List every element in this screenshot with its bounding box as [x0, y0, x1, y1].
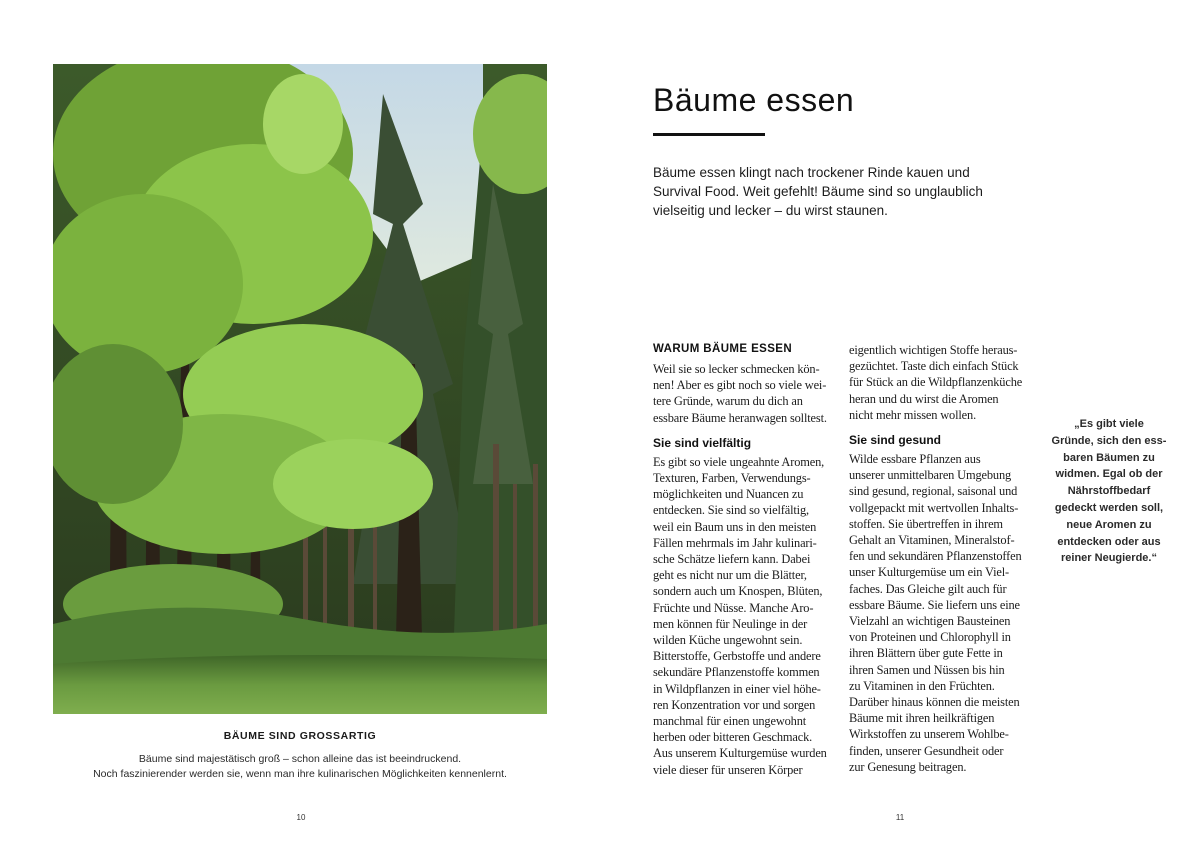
text-line: entdecken. Sie sind so vielfältig, — [653, 503, 809, 518]
text-line: möglichkeiten und Nuancen zu — [653, 487, 804, 502]
caption-line: Bäume sind majestätisch groß – schon alleine das ist beeindruckend. — [138, 753, 462, 765]
photo-caption-text — [53, 752, 547, 781]
text-line: men können für Neulinge in der — [653, 616, 808, 631]
text-line: Texturen, Farben, Verwendungs- — [653, 471, 811, 486]
chapter-heading: Bäume essen — [653, 82, 855, 118]
quote-line: Gründe, sich den ess- — [1051, 434, 1167, 447]
pull-quote — [1046, 416, 1172, 567]
text-column-2 — [849, 342, 1029, 775]
text-line: viele dieser für unseren Körper — [653, 762, 803, 777]
text-line: in Wildpflanzen in einer viel höhe- — [653, 681, 821, 696]
text-line: tere Gründe, warum du dich an — [653, 394, 803, 409]
text-line: stoffen. Sie übertreffen in ihrem — [849, 516, 1003, 531]
text-line: eigentlich wichtigen Stoffe heraus- — [849, 343, 1018, 357]
text-line: zur Genesung beitragen. — [849, 759, 967, 774]
paragraph — [849, 342, 1029, 423]
page-number-left: 10 — [296, 813, 306, 822]
text-line: Bäume mit ihren heilkräftigen — [849, 711, 995, 726]
heading-underline — [653, 133, 765, 136]
text-line: sind gesund, regional, saisonal und — [849, 484, 1018, 499]
text-line: nicht mehr missen wollen. — [849, 407, 977, 422]
text-line: Früchte und Nüsse. Manche Aro- — [653, 600, 814, 615]
text-line: fen und sekundären Pflanzenstoffen — [849, 549, 1022, 564]
text-line: essbare Bäume heranwagen solltest. — [653, 410, 827, 425]
quote-line: entdecken oder aus — [1057, 535, 1161, 548]
quote-line: widmen. Egal ob der — [1055, 468, 1163, 481]
subheading: Sie sind gesund — [849, 433, 942, 448]
text-column-1 — [653, 342, 833, 778]
text-line: zu Vitaminen in den Früchten. — [849, 678, 995, 693]
text-line: unser Kulturgemüse um ein Viel- — [849, 565, 1010, 580]
quote-line: baren Bäumen zu — [1063, 451, 1155, 464]
text-line: von Proteinen und Chlorophyll in — [849, 630, 1011, 645]
text-line: essbare Bäume. Sie liefern uns eine — [849, 597, 1020, 612]
text-line: geht es nicht nur um die Blätter, — [653, 568, 807, 583]
caption-line: Noch faszinierender werden sie, wenn man ihre kulinarischen Möglichkeiten kennenlernt. — [93, 767, 507, 780]
text-line: sekundäre Pflanzenstoffe kommen — [653, 665, 820, 680]
text-line: Vielzahl an wichtigen Bausteinen — [849, 614, 1011, 629]
text-line: finden, unserer Gesundheit oder — [849, 743, 1004, 758]
text-line: weil ein Baum uns in den meisten — [653, 519, 817, 534]
text-line: ihren Blättern über gute Fette in — [849, 646, 1003, 661]
text-line: ihren Samen und Nüssen bis hin — [849, 662, 1005, 677]
paragraph — [653, 454, 833, 778]
quote-line: gedeckt werden soll, — [1054, 501, 1164, 514]
text-line: Wirkstoffen zu unserem Wohlbe- — [849, 727, 1009, 742]
text-line: herben oder bitteren Geschmack. — [653, 730, 813, 745]
text-line: Gehalt an Vitaminen, Mineralstof- — [849, 533, 1015, 548]
text-line: sondern auch um Knospen, Blüten, — [653, 584, 823, 599]
text-line: Darüber hinaus können die meisten — [849, 695, 1020, 710]
text-line: gezüchtet. Taste dich einfach Stück — [849, 359, 1019, 374]
text-line: faches. Das Gleiche gilt auch für — [849, 581, 1007, 596]
paragraph — [849, 451, 1029, 775]
subheading: Sie sind vielfältig — [653, 435, 752, 450]
text-line: nen! Aber es gibt noch so viele wei- — [653, 378, 827, 393]
text-line: Wilde essbare Pflanzen aus — [849, 452, 981, 467]
forest-photo — [53, 64, 547, 714]
page-number-right: 11 — [895, 813, 905, 822]
text-line: Es gibt so viele ungeahnte Aromen, — [653, 454, 825, 469]
intro-line: vielseitig und lecker – du wirst staunen. — [653, 203, 888, 218]
text-line: Bitterstoffe, Gerbstoffe und andere — [653, 649, 821, 664]
text-line: Fällen mehrmals im Jahr kulinari- — [653, 535, 817, 550]
quote-line: neue Aromen zu — [1066, 518, 1152, 531]
text-line: sche Schätze liefern kann. Dabei — [653, 552, 811, 567]
text-line: wilden Küche ungewohnt sein. — [653, 633, 803, 648]
text-line: heran und du wirst die Aromen — [849, 391, 999, 406]
intro-paragraph — [653, 163, 983, 220]
section-heading: WARUM BÄUME ESSEN — [653, 343, 793, 355]
text-line: für Stück an die Wildpflanzenküche — [849, 375, 1023, 390]
text-line: Aus unserem Kulturgemüse wurden — [653, 746, 827, 761]
quote-line: reiner Neugierde.“ — [1061, 552, 1157, 565]
intro-line: Survival Food. Weit gefehlt! Bäume sind so unglaublich — [653, 184, 983, 199]
text-line: Weil sie so lecker schmecken kön- — [653, 362, 820, 376]
paragraph — [653, 361, 833, 426]
intro-line: Bäume essen klingt nach trockener Rinde kauen und — [653, 165, 970, 180]
text-line: ren Konzentration vor und sorgen — [653, 697, 816, 712]
quote-line: „Es gibt viele — [1074, 418, 1144, 430]
quote-line: Nährstoffbedarf — [1067, 485, 1151, 498]
text-line: unserer unmittelbaren Umgebung — [849, 468, 1012, 483]
photo-caption-title: BÄUME SIND GROSSARTIG — [223, 730, 377, 742]
text-line: manchmal für einen ungewohnt — [653, 714, 807, 729]
text-line: vollgepackt mit wertvollen Inhalts- — [849, 500, 1019, 515]
